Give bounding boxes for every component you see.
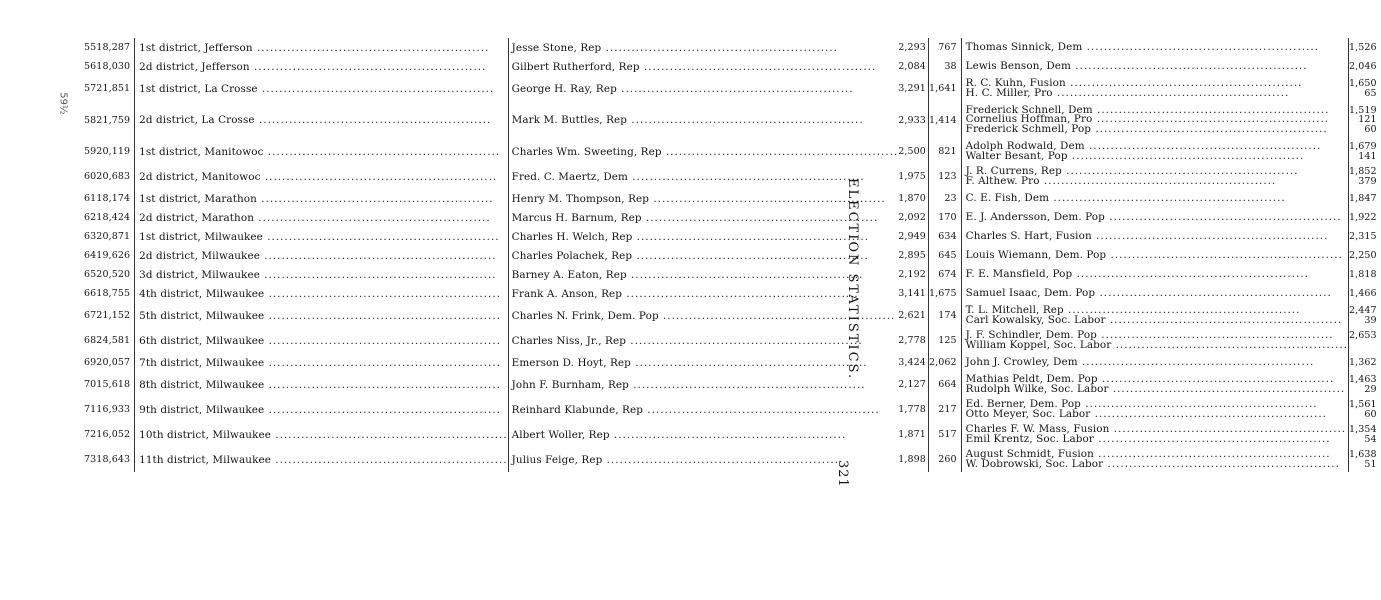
district-cell: 2d district, Milwaukee ..... <box>139 250 496 262</box>
plurality-cell: 123 <box>938 171 957 182</box>
opponent-name: Charles S. Hart, Fusion ..... <box>966 230 1329 242</box>
table-row <box>84 164 1381 189</box>
opponent-name: Frederick Schnell, Dem ..... <box>966 104 1330 116</box>
opponent-name: William Koppel, Soc. Labor ..... <box>966 339 1348 351</box>
row-number: 59 <box>84 146 97 157</box>
row-number: 69 <box>84 357 97 368</box>
population-cell: 16,052 <box>96 429 131 440</box>
row-number: 63 <box>84 231 97 242</box>
votes-cell: 1,975 <box>898 171 926 182</box>
district-cell: 8th district, Milwaukee ..... <box>139 379 501 391</box>
population-cell: 21,759 <box>96 114 131 126</box>
opponent-name: Mathias Peldt, Dem. Pop ..... <box>966 373 1335 385</box>
table-row <box>84 208 1381 227</box>
population-cell: 18,174 <box>96 193 131 204</box>
population-cell: 20,683 <box>96 171 131 182</box>
population-cell: 18,424 <box>96 212 131 223</box>
opponent-votes: 1,818 <box>1348 268 1377 280</box>
votes-cell: 3,424 <box>898 357 926 368</box>
opponent-votes: 1,466 <box>1348 287 1377 299</box>
row-number: 64 <box>84 250 97 261</box>
candidate-cell: Reinhard Klabunde, Rep ..... <box>512 404 880 416</box>
opponent-name: J. F. Schindler, Dem. Pop ..... <box>966 329 1334 341</box>
margin-note: 59½ <box>57 92 69 115</box>
district-cell: 1st district, La Crosse ..... <box>139 83 494 95</box>
table-row <box>84 101 1381 139</box>
table-row <box>84 189 1381 208</box>
opponent-name: F. E. Mansfield, Pop ..... <box>966 268 1309 280</box>
opponent-votes: 1,526 <box>1348 41 1377 53</box>
district-cell: 2d district, La Crosse ..... <box>139 114 491 126</box>
population-cell: 19,626 <box>96 250 131 261</box>
opponent-votes: 2,046 <box>1348 60 1377 72</box>
plurality-cell: 664 <box>938 379 957 390</box>
district-cell: 3d district, Milwaukee ..... <box>139 269 496 281</box>
opponent-votes: 65 <box>1364 87 1377 99</box>
votes-cell: 1,898 <box>898 454 926 465</box>
plurality-cell: 1,414 <box>928 114 957 126</box>
votes-cell: 1,871 <box>898 429 926 440</box>
opponent-name: Frederick Schmell, Pop ..... <box>966 123 1328 135</box>
opponent-name: Charles F. W. Mass, Fusion ..... <box>966 423 1346 435</box>
opponent-votes: 1,354 <box>1348 424 1377 435</box>
opponent-votes <box>1349 341 1377 351</box>
table-row <box>84 328 1381 353</box>
opponent-votes: 29 <box>1364 383 1377 395</box>
district-cell: 5th district, Milwaukee ..... <box>139 310 501 322</box>
opponent-votes: 379 <box>1358 175 1377 187</box>
opponent-votes: 141 <box>1358 150 1377 162</box>
opponent-name: Walter Besant, Pop ..... <box>966 150 1305 162</box>
opponent-name: W. Dobrowski, Soc. Labor ..... <box>966 458 1340 470</box>
district-cell: 11th district, Milwaukee ..... <box>139 454 508 466</box>
opponent-name: Samuel Isaac, Dem. Pop ..... <box>966 287 1332 299</box>
votes-cell: 2,895 <box>898 250 926 261</box>
plurality-cell: 2,062 <box>928 357 957 368</box>
page-title: ELECTION STATISTICS. <box>845 178 860 381</box>
opponent-name: Otto Meyer, Soc. Labor ..... <box>966 408 1327 420</box>
row-number: 58 <box>84 114 97 126</box>
opponent-name: Thomas Sinnick, Dem ..... <box>966 41 1319 53</box>
table-row <box>84 447 1381 472</box>
opponent-name: Cornelius Hoffman, Pro ..... <box>966 113 1329 125</box>
opponent-name: E. J. Andersson, Dem. Pop ..... <box>966 211 1342 223</box>
row-number: 66 <box>84 288 97 299</box>
opponent-votes: 2,653 <box>1348 330 1377 341</box>
row-number: 73 <box>84 454 97 465</box>
opponent-votes: 2,447 <box>1348 305 1377 316</box>
table-row <box>84 265 1381 284</box>
opponent-name: R. C. Kuhn, Fusion ..... <box>966 77 1303 89</box>
votes-cell: 3,141 <box>898 288 926 299</box>
population-cell: 18,030 <box>96 61 131 72</box>
opponent-name: John J. Crowley, Dem ..... <box>966 356 1315 368</box>
table-row <box>84 227 1381 246</box>
opponent-name: Emil Krentz, Soc. Labor ..... <box>966 433 1331 445</box>
plurality-cell: 767 <box>938 42 957 53</box>
opponent-votes: 60 <box>1364 408 1377 420</box>
row-number: 61 <box>84 193 97 204</box>
table-row <box>84 139 1381 164</box>
row-number: 65 <box>84 269 97 280</box>
votes-cell: 2,621 <box>898 310 926 321</box>
opponent-votes: 1,650 <box>1348 78 1377 89</box>
plurality-cell: 217 <box>938 404 957 415</box>
candidate-cell: Charles H. Welch, Rep ..... <box>512 231 869 243</box>
row-number: 68 <box>84 335 97 346</box>
candidate-cell: Marcus H. Barnum, Rep ..... <box>512 212 879 224</box>
row-number: 72 <box>84 429 97 440</box>
opponent-votes: 2,315 <box>1348 230 1377 242</box>
opponent-name: T. L. Mitchell, Rep ..... <box>966 304 1301 316</box>
population-cell: 15,618 <box>96 379 131 390</box>
opponent-votes: 1,519 <box>1348 104 1377 116</box>
plurality-cell: 645 <box>938 250 957 261</box>
row-number: 67 <box>84 310 97 321</box>
table-row <box>84 284 1381 303</box>
opponent-name: Adolph Rodwald, Dem ..... <box>966 140 1322 152</box>
candidate-cell: Mark M. Buttles, Rep ..... <box>512 114 864 126</box>
opponent-name: August Schmidt, Fusion ..... <box>966 448 1331 460</box>
table-row <box>84 422 1381 447</box>
plurality-cell: 125 <box>938 335 957 346</box>
population-cell: 20,119 <box>96 146 131 157</box>
opponent-votes: 2,250 <box>1348 249 1377 261</box>
row-number: 56 <box>84 61 97 72</box>
candidate-cell: Fred. C. Maertz, Dem ..... <box>512 171 865 183</box>
votes-cell: 2,293 <box>898 42 926 53</box>
plurality-cell: 1,641 <box>928 83 957 94</box>
opponent-name: F. Althew. Pro ..... <box>966 175 1277 187</box>
candidate-cell: Charles N. Frink, Dem. Pop ..... <box>512 310 896 322</box>
plurality-cell: 517 <box>938 429 957 440</box>
plurality-cell: 674 <box>938 269 957 280</box>
candidate-cell: Henry M. Thompson, Rep ..... <box>512 193 886 205</box>
plurality-cell: 1,675 <box>928 288 957 299</box>
candidate-cell: Charles Polachek, Rep ..... <box>512 250 869 262</box>
district-cell: 1st district, Marathon ..... <box>139 193 493 205</box>
votes-cell: 1,778 <box>898 404 926 415</box>
opponent-votes: 1,847 <box>1348 192 1377 204</box>
table-row <box>84 246 1381 265</box>
candidate-cell: Charles Wm. Sweeting, Rep ..... <box>512 146 899 158</box>
votes-cell: 2,778 <box>898 335 926 346</box>
candidate-cell: Emerson D. Hoyt, Rep ..... <box>512 357 868 369</box>
candidate-cell: Gilbert Rutherford, Rep ..... <box>512 61 877 73</box>
opponent-votes: 1,463 <box>1348 374 1377 385</box>
district-cell: 9th district, Milwaukee ..... <box>139 404 501 416</box>
plurality-cell: 821 <box>938 146 957 157</box>
district-cell: 2d district, Marathon ..... <box>139 212 491 224</box>
population-cell: 18,755 <box>96 288 131 299</box>
opponent-name: J. R. Currens, Rep ..... <box>966 165 1299 177</box>
district-cell: 4th district, Milwaukee ..... <box>139 288 501 300</box>
opponent-votes: 1,561 <box>1348 399 1377 410</box>
opponent-votes: 60 <box>1364 123 1377 135</box>
district-cell: 6th district, Milwaukee ..... <box>139 335 501 347</box>
opponent-name: C. E. Fish, Dem ..... <box>966 192 1286 204</box>
district-cell: 1st district, Manitowoc ..... <box>139 146 500 158</box>
votes-cell: 3,291 <box>898 83 926 94</box>
row-number: 70 <box>84 379 97 390</box>
population-cell: 24,581 <box>96 335 131 346</box>
population-cell: 18,287 <box>96 42 131 53</box>
district-cell: 1st district, Milwaukee ..... <box>139 231 499 243</box>
table-row <box>84 353 1381 372</box>
votes-cell: 2,949 <box>898 231 926 242</box>
opponent-name: Carl Kowalsky, Soc. Labor ..... <box>966 314 1343 326</box>
plurality-cell: 174 <box>938 310 957 321</box>
population-cell: 21,851 <box>96 83 131 94</box>
opponent-votes: 39 <box>1364 314 1377 326</box>
row-number: 55 <box>84 42 97 53</box>
population-cell: 18,643 <box>96 454 131 465</box>
table-row <box>84 57 1381 76</box>
row-number: 60 <box>84 171 97 182</box>
table-row <box>84 397 1381 422</box>
row-number: 57 <box>84 83 97 94</box>
population-cell: 20,520 <box>96 269 131 280</box>
opponent-name: Louis Wiemann, Dem. Pop ..... <box>966 249 1343 261</box>
plurality-cell: 260 <box>938 454 957 465</box>
candidate-cell: Barney A. Eaton, Rep ..... <box>512 269 864 281</box>
candidate-cell: Frank A. Anson, Rep ..... <box>512 288 859 300</box>
district-cell: 2d district, Jefferson ..... <box>139 61 486 73</box>
candidate-cell: Albert Woller, Rep ..... <box>512 429 847 441</box>
plurality-cell: 23 <box>944 193 957 204</box>
opponent-votes: 121 <box>1358 114 1377 126</box>
opponent-name: Ed. Berner, Dem. Pop ..... <box>966 398 1318 410</box>
candidate-cell: John F. Burnham, Rep ..... <box>512 379 866 391</box>
opponent-name: Lewis Benson, Dem ..... <box>966 60 1308 72</box>
table-row <box>84 38 1381 57</box>
plurality-cell: 634 <box>938 231 957 242</box>
population-cell: 20,057 <box>96 357 131 368</box>
votes-cell: 2,192 <box>898 269 926 280</box>
candidate-cell: Jesse Stone, Rep ..... <box>512 42 838 54</box>
opponent-votes: 1,679 <box>1348 141 1377 152</box>
district-cell: 2d district, Manitowoc ..... <box>139 171 497 183</box>
plurality-cell: 170 <box>938 212 957 223</box>
row-number: 62 <box>84 212 97 223</box>
candidate-cell: George H. Ray, Rep ..... <box>512 83 854 95</box>
row-number: 71 <box>84 404 97 415</box>
page-number: 321 <box>835 460 850 488</box>
opponent-votes: 54 <box>1364 433 1377 445</box>
population-cell: 20,871 <box>96 231 131 242</box>
district-cell: 7th district, Milwaukee ..... <box>139 357 501 369</box>
opponent-votes: 1,362 <box>1348 356 1377 368</box>
population-cell: 16,933 <box>96 404 131 415</box>
votes-cell: 2,092 <box>898 212 926 223</box>
table-row <box>84 76 1381 101</box>
opponent-votes: 1,852 <box>1348 166 1377 177</box>
votes-cell: 2,127 <box>898 379 926 390</box>
votes-cell: 2,933 <box>898 114 926 126</box>
opponent-votes: 1,922 <box>1348 211 1377 223</box>
candidate-cell: Julius Feige, Rep ..... <box>512 454 839 466</box>
district-cell: 1st district, Jefferson ..... <box>139 42 489 54</box>
votes-cell: 1,870 <box>898 193 926 204</box>
district-cell: 10th district, Milwaukee ..... <box>139 429 508 441</box>
plurality-cell: 38 <box>944 61 957 72</box>
election-table <box>84 38 1381 472</box>
table-row <box>84 372 1381 397</box>
opponent-name: H. C. Miller, Pro ..... <box>966 87 1290 99</box>
table-row <box>84 303 1381 328</box>
opponent-name: Rudolph Wilke, Soc. Labor ..... <box>966 383 1346 395</box>
opponent-votes: 1,638 <box>1348 449 1377 460</box>
votes-cell: 2,500 <box>898 146 926 157</box>
votes-cell: 2,084 <box>898 61 926 72</box>
population-cell: 21,152 <box>96 310 131 321</box>
candidate-cell: Charles Niss, Jr., Rep ..... <box>512 335 863 347</box>
opponent-votes: 51 <box>1364 458 1377 470</box>
